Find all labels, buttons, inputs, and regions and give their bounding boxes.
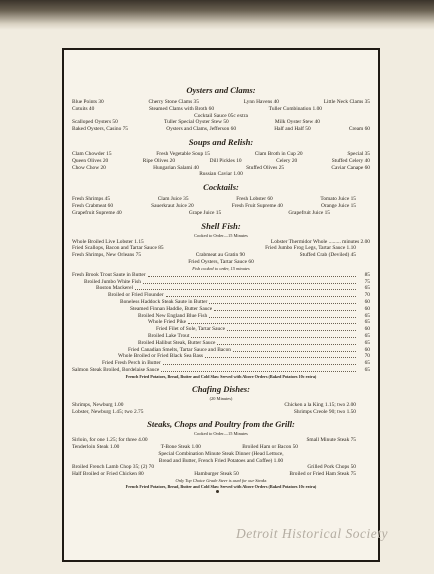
shellfish-note: Cooked to Order—15 Minutes	[194, 232, 248, 238]
menu-line: Chow Chow 20 Hungarian Salami 40 Stuffed Olives 25 Caviar Canape 60	[72, 164, 370, 171]
fish-item-price: 85	[364, 271, 370, 278]
fish-item	[72, 367, 370, 374]
fish-item-price: 60	[364, 298, 370, 305]
fish-item	[72, 313, 370, 320]
fish-item	[72, 279, 370, 286]
fish-item-price: 65	[364, 285, 370, 292]
page-edge-shadow	[0, 0, 434, 30]
dot-leader	[148, 272, 356, 277]
oysters-section	[72, 99, 370, 133]
menu-line: Bread and Butter, French Fried Potatoes and Coffee) 1.00	[158, 457, 284, 464]
menu-line: Queen Olives 20 Ripe Olives 20 Dill Pickles 10 Celery 20 Stuffed Celery 40	[72, 157, 370, 164]
menu-line: Half Broiled or Fried Chicken 80 Hamburger Steak 50 Broiled or Fried Ham Steak 75	[72, 471, 356, 478]
steaks-note2: Only Top Choice Grade Steer is used for our Steaks	[175, 478, 267, 484]
fish-item-price: 60	[364, 346, 370, 353]
fish-item-label: Broiled or Fried Flounder	[108, 292, 164, 299]
menu-line: Clam Chowder 15 Fresh Vegetable Soup 15 Clam Broth in Cup 20 Special 35	[72, 150, 370, 157]
menu-line: Sirloin, for one 1.25; for three 4.00 Small Minute Steak 75	[72, 437, 356, 444]
soups-title: Soups and Relish:	[188, 136, 254, 147]
chafing-note: (20 Minutes)	[209, 395, 233, 401]
menu-line: Fried Oysters, Tartar Sauce 60	[188, 258, 254, 265]
menu-content	[72, 85, 370, 490]
fish-item-label: Whole Broiled or Fried Black Sea Bass	[118, 353, 204, 360]
fish-item-label: Broiled Jumbo White Fish	[84, 278, 141, 285]
fish-item-price: 75	[364, 278, 370, 285]
shellfish-title: Shell Fish:	[201, 220, 241, 231]
dot-leader	[166, 292, 356, 297]
fish-item-label: Fresh Brook Trout Saute in Butter	[72, 271, 146, 278]
fish-item	[72, 272, 370, 279]
shellfish-footer: French Fried Potatoes, Bread, Butter and Cold Slaw Served with Above Orders (Baked Potatoes 10c extra)	[125, 373, 317, 379]
fish-item-label: Broiled New England Blue Fish	[138, 312, 208, 319]
fish-item-label: Broiled Lake Trout	[148, 332, 190, 339]
fish-item-price: 60	[364, 326, 370, 333]
fish-item	[72, 333, 370, 340]
menu-line: Lobster, Newburg 1.45; two 2.75 Shrimps Creole 90; two 1.50	[72, 408, 356, 415]
fish-item	[72, 360, 370, 367]
fish-item-price: 65	[364, 312, 370, 319]
menu-line: Shrimps, Newburg 1.00 Chicken a la King 1.15; two 2.00	[72, 401, 356, 408]
dot-leader	[209, 313, 356, 318]
fish-item	[72, 347, 370, 354]
fish-item-price: 65	[364, 366, 370, 373]
menu-line: Special Combination Minute Steak Dinner (Head Lettuce,	[158, 450, 284, 457]
dot-leader	[163, 360, 356, 365]
fish-item-price: 65	[364, 339, 370, 346]
steaks-footer: French Fried Potatoes, Bread, Butter and Cold Slaw Served with Above Orders (Baked Potatoes 10c extra)	[125, 484, 317, 490]
menu-line: Fresh Crabmeat 60 Sauerkraut Juice 20 Fresh Fruit Supreme 40 Orange Juice 15	[72, 202, 356, 209]
fish-item	[72, 326, 370, 333]
ornament-dot	[216, 490, 219, 493]
menu-line: Cotuits 40 Steamed Clams with Broth 60 Tuller Combination 1.00	[72, 105, 322, 112]
dot-leader	[214, 306, 356, 311]
menu-line: Cocktail Sauce 05c extra	[194, 112, 248, 119]
fish-item-label: Fried Fresh Perch in Butter	[102, 360, 161, 367]
dot-leader	[161, 367, 356, 372]
menu-line: Scalloped Oysters 50 Tuller Special Oyster Stew 50 Milk Oyster Stew 40	[72, 119, 320, 126]
fish-item-price: 70	[364, 292, 370, 299]
menu-line: Fried Scallops, Bacon and Tartar Sauce 85 Fried Jumbo Frog Legs, Tartar Sauce 1.10	[72, 245, 356, 252]
dot-leader	[205, 353, 356, 358]
dot-leader	[217, 340, 356, 345]
menu-line: Broiled French Lamb Chop 35; (2) 70 Grilled Pork Chops 50	[72, 464, 356, 471]
dot-leader	[233, 347, 356, 352]
oysters-title: Oysters and Clams:	[186, 85, 256, 95]
menu-line: Russian Caviar 1.00	[199, 171, 243, 178]
steaks-note: Cooked to Order—15 Minutes	[194, 431, 248, 437]
fish-item-label: Boneless Haddock Steak Saute in Butter	[120, 298, 208, 305]
fish-item	[72, 292, 370, 299]
fish-item-price: 65	[364, 319, 370, 326]
watermark: Detroit Historical Society	[236, 526, 388, 541]
fish-item-label: Fried Canadian Smelts, Tartar Sauce and Bacon	[128, 346, 231, 353]
dot-leader	[227, 326, 356, 331]
fish-item-label: Boston Mackerel	[96, 285, 133, 292]
menu-line: Fresh Shrimps 45 Clam Juice 35 Fresh Lobster 60 Tomato Juice 15	[72, 196, 356, 203]
menu-line: Tenderloin Steak 1.00 T-Bone Steak 1.00 Broiled Ham or Bacon 50	[72, 444, 298, 451]
dot-leader	[143, 279, 356, 284]
cocktails-section	[72, 196, 370, 216]
fish-item	[72, 285, 370, 292]
fish-item-label: Salmon Steak Broiled, Bordelaise Sauce	[72, 366, 160, 373]
dot-leader	[191, 333, 356, 338]
menu-line: Grapefruit Supreme 40 Grape Juice 15 Grapefruit Juice 15	[72, 209, 330, 216]
fish-item	[72, 306, 370, 313]
shellfish-section	[72, 239, 370, 380]
fish-item-label: Steamed Finnan Haddie, Butter Sauce	[130, 305, 213, 312]
steaks-title: Steaks, Chops and Poultry from the Grill:	[147, 419, 295, 430]
soups-section	[72, 151, 370, 178]
cocktails-title: Cocktails:	[203, 182, 239, 193]
dot-leader	[188, 319, 356, 324]
chafing-section	[72, 402, 370, 416]
fish-item-price: 65	[364, 360, 370, 367]
fish-item	[72, 340, 370, 347]
fish-item-price: 60	[364, 305, 370, 312]
fish-item-label: Fried Filet of Sole, Tartar Sauce	[156, 326, 225, 333]
fish-item-price: 70	[364, 353, 370, 360]
chafing-title: Chafing Dishes:	[191, 383, 251, 394]
steaks-section	[72, 437, 370, 490]
fish-item-label: Broiled Halibut Steak, Butter Sauce	[138, 339, 216, 346]
menu-line: Whole Broiled Live Lobster 1.15 Lobster Thermidor Whole ......... minutes 2.00	[72, 238, 370, 245]
fish-list	[72, 272, 370, 374]
fish-item-label: Whole Fried Pike	[148, 319, 187, 326]
dot-leader	[209, 299, 356, 304]
fish-item	[72, 299, 370, 306]
menu-line: Fresh Shrimps, New Orleans 75 Crabmeat au Gratin 90 Stuffed Crab (Deviled) 45	[72, 252, 356, 259]
fish-note: Fish cooked to order, 15 minutes	[192, 265, 250, 271]
menu-line: Baked Oysters, Casino 75 Oysters and Clams, Jefferson 60 Half and Half 50 Cream 60	[72, 126, 370, 133]
fish-item-price: 65	[364, 332, 370, 339]
menu-line: Blue Points 30 Cherry Stone Clams 35 Lynn Havens 40 Little Neck Clams 35	[72, 99, 370, 105]
fish-item	[72, 353, 370, 360]
dot-leader	[135, 285, 356, 290]
